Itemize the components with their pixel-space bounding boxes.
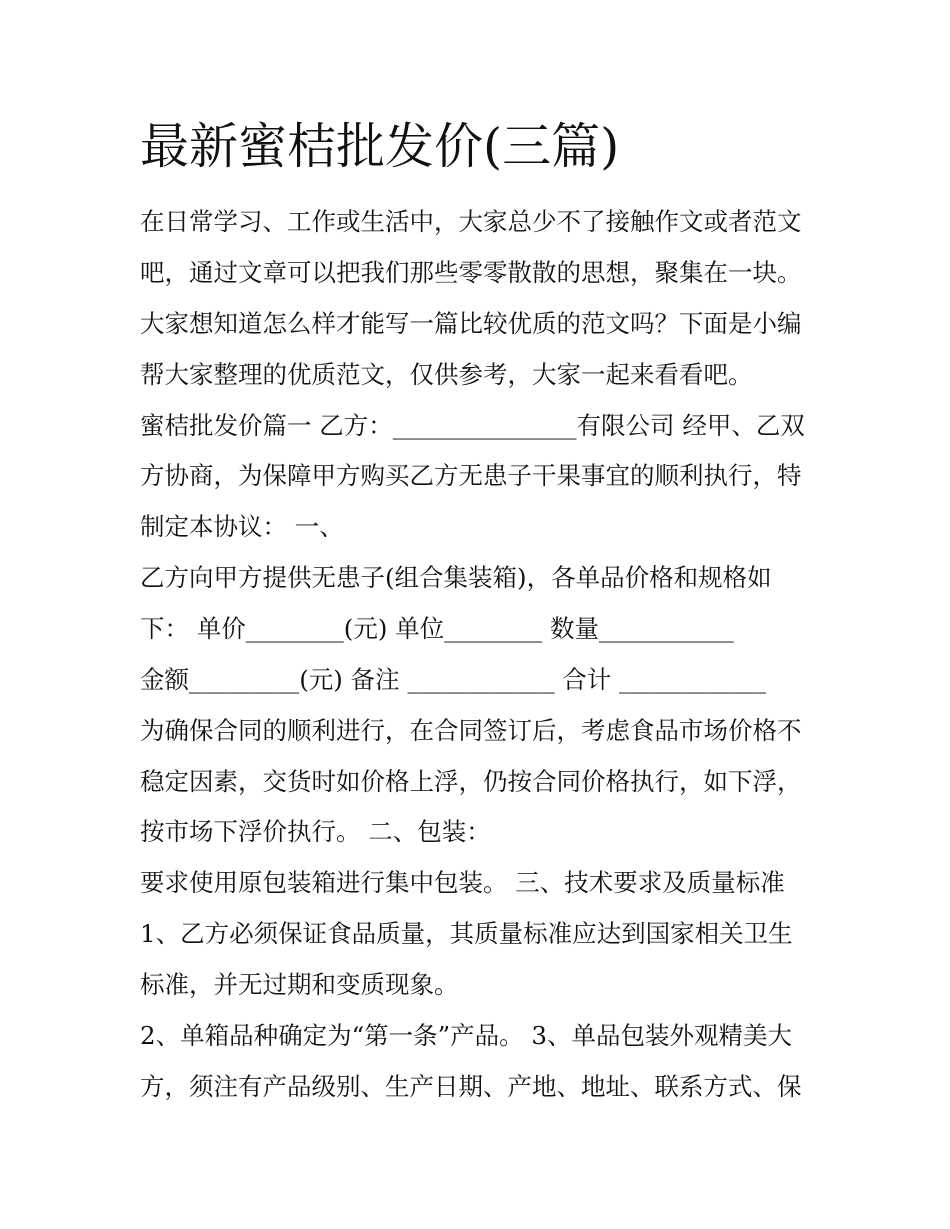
body-line-16: 标准，并无过期和变质现象。 — [140, 970, 459, 999]
body-line-18: 方，须注有产品级别、生产日期、产地、地址、联系方式、保 — [140, 1072, 802, 1101]
body-line-10: 金额_________(元) 备注 ____________ 合计 ____________ — [140, 665, 767, 694]
body-line-1: 在日常学习、工作或生活中，大家总少不了接触作文或者范文 — [140, 207, 802, 236]
body-line-14: 要求使用原包装箱进行集中包装。 三、技术要求及质量标准 — [140, 868, 785, 897]
body-line-3: 大家想知道怎么样才能写一篇比较优质的范文吗？下面是小编 — [140, 309, 802, 338]
body-line-2: 吧，通过文章可以把我们那些零零散散的思想，聚集在一块。 — [140, 258, 802, 287]
body-line-13: 按市场下浮价执行。 二、包装： — [140, 817, 491, 846]
body-line-12: 稳定因素，交货时如价格上浮，仍按合同价格执行，如下浮， — [140, 767, 802, 796]
document-title: 最新蜜桔批发价(三篇) — [140, 118, 620, 175]
body-line-4: 帮大家整理的优质范文，仅供参考，大家一起来看看吧。 — [140, 360, 753, 389]
body-line-9: 下： 单价________(元) 单位________ 数量___________ — [140, 614, 734, 643]
body-line-17: 2、单箱品种确定为“第一条”产品。 3、单品包装外观精美大 — [140, 1021, 793, 1050]
body-line-6: 方协商，为保障甲方购买乙方无患子干果事宜的顺利执行，特 — [140, 461, 802, 490]
body-line-5: 蜜桔批发价篇一 乙方：_______________有限公司 经甲、乙双 — [140, 411, 805, 440]
body-line-8: 乙方向甲方提供无患子(组合集装箱)，各单品价格和规格如 — [140, 563, 772, 592]
body-line-15: 1、乙方必须保证食品质量，其质量标准应达到国家相关卫生 — [140, 919, 793, 948]
body-line-7: 制定本协议： 一、 — [140, 512, 344, 541]
body-line-11: 为确保合同的顺利进行，在合同签订后，考虑食品市场价格不 — [140, 716, 802, 745]
